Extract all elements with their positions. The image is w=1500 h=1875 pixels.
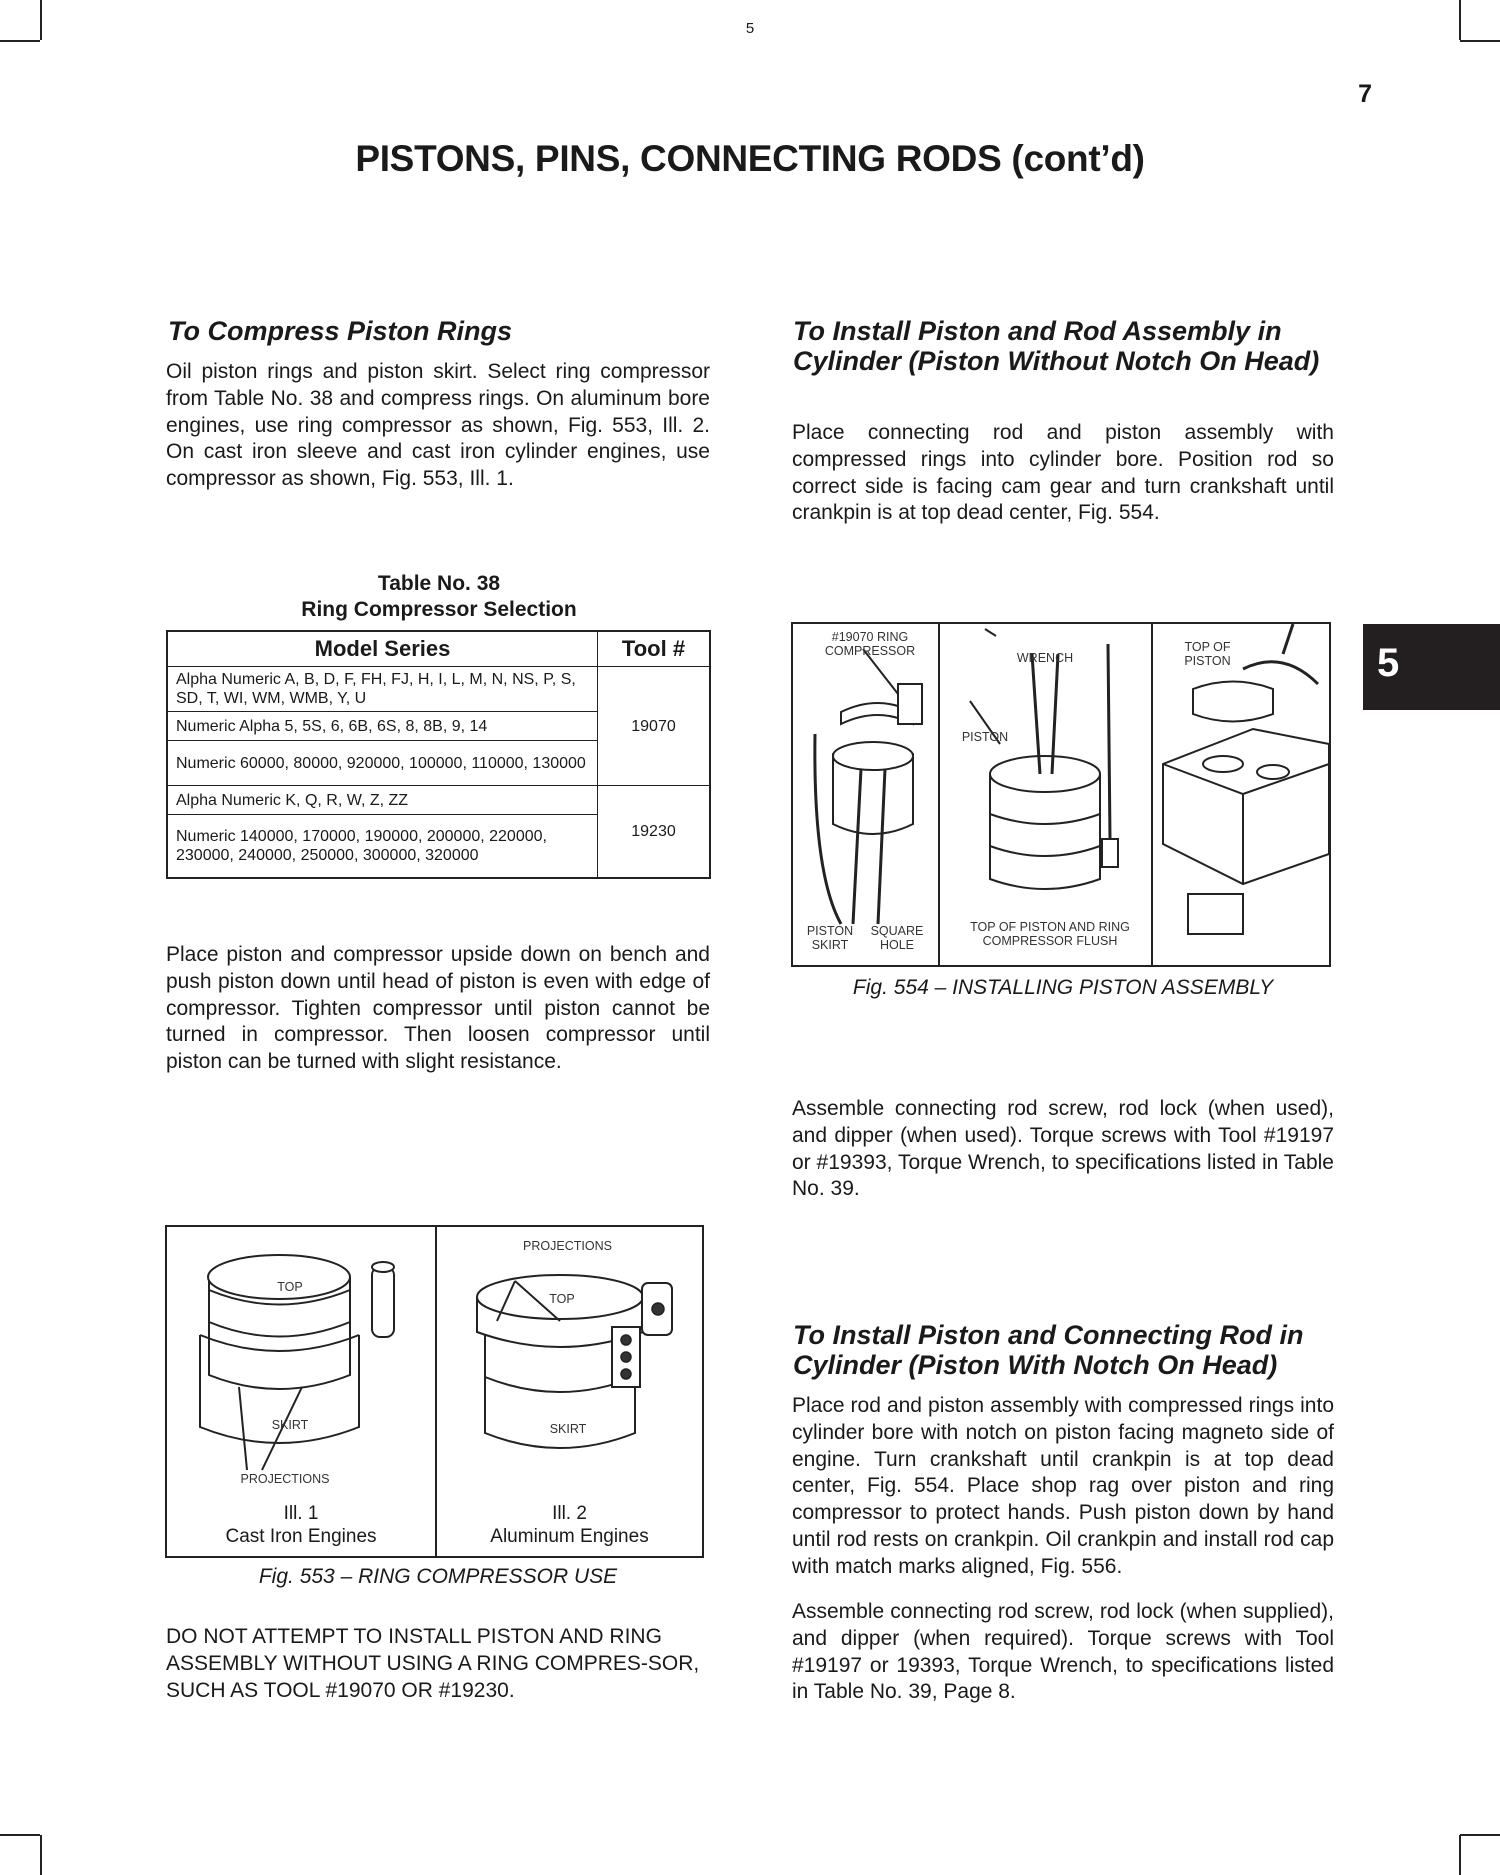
ill1-handle-cap [372,1262,394,1272]
compress-text: Oil piston rings and piston skirt. Select ring compressor from Table No. 38 and compress rings. On aluminum bore engines, use ring compressor as shown, Fig. 553, Ill. 2. On cast iron sleeve and cast iron cylinder engines, use compressor as shown, Fig. 553, Ill. 1. [166,360,710,491]
ring-compressor-table [166,630,711,879]
table-row [167,786,710,815]
folio-number: 5 [745,20,755,37]
ill2-clamp-hole [621,1335,631,1345]
table-cell-tool: 19070 [598,667,711,786]
table-title-number: Table No. 38 [377,572,501,595]
wrench-mark [985,629,996,636]
ill2-label-top: TOP [549,1292,575,1306]
page-title: PISTONS, PINS, CONNECTING RODS (cont’d) [355,138,1145,179]
page-number: 7 [1358,80,1372,108]
piston-skirt-rim [833,742,913,770]
fig-554-panel-3-drawing [1153,624,1329,965]
ill1-handle [372,1267,394,1337]
compress-heading: To Compress Piston Rings [168,316,513,346]
table-cell-model: Numeric 140000, 170000, 190000, 200000, 220000, 230000, 240000, 250000, 300000, 320000 [167,815,598,879]
table-header-row [167,631,710,667]
ill1-label-number: Ill. 1 [283,1503,319,1524]
wrench-socket [1102,839,1118,867]
table-cell-tool: 19230 [598,786,711,879]
cylinder-port [1188,894,1243,934]
ill1-projection-arrow [239,1387,247,1470]
piston-head [1193,682,1273,722]
crop-mark-bl-v [40,1835,42,1875]
compressor-rings [990,814,1100,856]
cylinder-block [1163,729,1329,884]
fig554-label-square-hole: SQUARE HOLE [870,924,924,952]
fig554-label-wrench: WRENCH [1016,651,1074,665]
fig554-label-flush: TOP OF PISTON AND RING COMPRESSOR FLUSH [970,920,1130,948]
warning-text: DO NOT ATTEMPT TO INSTALL PISTON AND RING ASSEMBLY WITHOUT USING A RING COMPRES-SOR, SUCH AS TOOL #19070 OR #19230. [166,1625,700,1702]
table-header-model: Model Series [167,631,598,667]
ill1-label-top: TOP [277,1280,303,1294]
fig-553-caption: Fig. 553 – RING COMPRESSOR USE [258,1565,618,1588]
install2-text: Place rod and piston assembly with compressed rings into cylinder bore with notch on piston facing magneto side of engine. Turn crankshaft until crankpin is at top dead center, Fig. 554. Place shop rag over piston and ring compressor to protect hands. Push piston down by hand until rod rests on crankpin. Oil crankpin and install rod cap with match marks aligned, Fig. 556. [792,1394,1334,1578]
ill2-clamp-hole [621,1369,631,1379]
connecting-rod [853,769,885,924]
hand-outline [1243,624,1318,684]
table-cell-model: Numeric 60000, 80000, 920000, 100000, 110000, 130000 [167,741,598,786]
table-cell-model: Numeric Alpha 5, 5S, 6, 6B, 6S, 8, 8B, 9, 14 [167,712,598,741]
fig554-label-top-of-piston: TOP OF PISTON [1184,640,1231,668]
ill1-label-skirt: SKIRT [271,1418,309,1432]
fig-554-caption: Fig. 554 – INSTALLING PISTON ASSEMBLY [852,976,1274,999]
table-cell-model: Alpha Numeric A, B, D, F, FH, FJ, H, I, L, M, N, NS, P, S, SD, T, WI, WM, WMB, Y, U [167,667,598,712]
assemble1-text: Assemble connecting rod screw, rod lock (when used), and dipper (when used). Torque screws with Tool #19197 or #19393, Torque Wrench, to specifications listed in Table No. 39. [792,1097,1334,1201]
ill2-label-projections: PROJECTIONS [523,1239,612,1253]
ill2-label-skirt: SKIRT [549,1422,587,1436]
crop-mark-tl-h [0,40,40,42]
ill2-handle-hole [652,1303,664,1315]
wrench-shaft [1108,644,1110,839]
fig554-label-piston: PISTON [961,730,1009,744]
table-header-tool: Tool # [598,631,711,667]
crop-mark-br-v [1459,1835,1461,1875]
ill1-label-projections: PROJECTIONS [240,1472,330,1486]
fig554-label-piston-skirt: PISTON SKIRT [806,924,854,952]
install1-heading: To Install Piston and Rod Assembly in Cylinder (Piston Without Notch On Head) [793,316,1320,376]
section-tab-label: 5 [1377,641,1400,685]
table-cell-model: Alpha Numeric K, Q, R, W, Z, ZZ [167,786,598,815]
crop-mark-tr-h [1460,40,1500,42]
fig554-label-ring-compressor: #19070 RING COMPRESSOR [824,630,916,658]
table-row [167,667,710,712]
cylinder-block-edges [1163,764,1329,884]
install2-heading: To Install Piston and Connecting Rod in Cylinder (Piston With Notch On Head) [793,1320,1304,1380]
crop-mark-bl-h [0,1834,40,1836]
piston-top [990,756,1100,792]
assemble2-text: Assemble connecting rod screw, rod lock (when supplied), and dipper (when required). Torque screws with Tool #19197 or 19393, Torque Wrench, to specifications listed in Table No. 39, Page 8. [792,1600,1334,1704]
bore-hole [1257,765,1289,779]
table-title-name: Ring Compressor Selection [301,598,577,621]
ill2-clamp-hole [621,1352,631,1362]
fig-554-panel-2-drawing [940,624,1151,965]
fig-554-panel-1-drawing [793,624,938,965]
ill2-label-number: Ill. 2 [552,1503,587,1524]
ill1-band-line [209,1322,350,1337]
ill1-label-name: Cast Iron Engines [225,1526,377,1547]
place-text: Place piston and compressor upside down on bench and push piston down until head of piston is even with edge of compressor. Tighten compressor until piston cannot be turned in compressor. Then loosen compressor until piston can be turned with slight resistance. [166,943,710,1074]
bore-hole [1203,756,1243,772]
ill2-label-name: Aluminum Engines [490,1526,649,1547]
section-tab [1363,624,1500,710]
compressor-clamp [898,684,922,724]
crop-mark-br-h [1460,1834,1500,1836]
install1-text: Place connecting rod and piston assembly with compressed rings into cylinder bore. Position rod so correct side is facing cam gear and turn crankshaft until crankpin is at top dead center, Fig. 554. [792,421,1334,525]
